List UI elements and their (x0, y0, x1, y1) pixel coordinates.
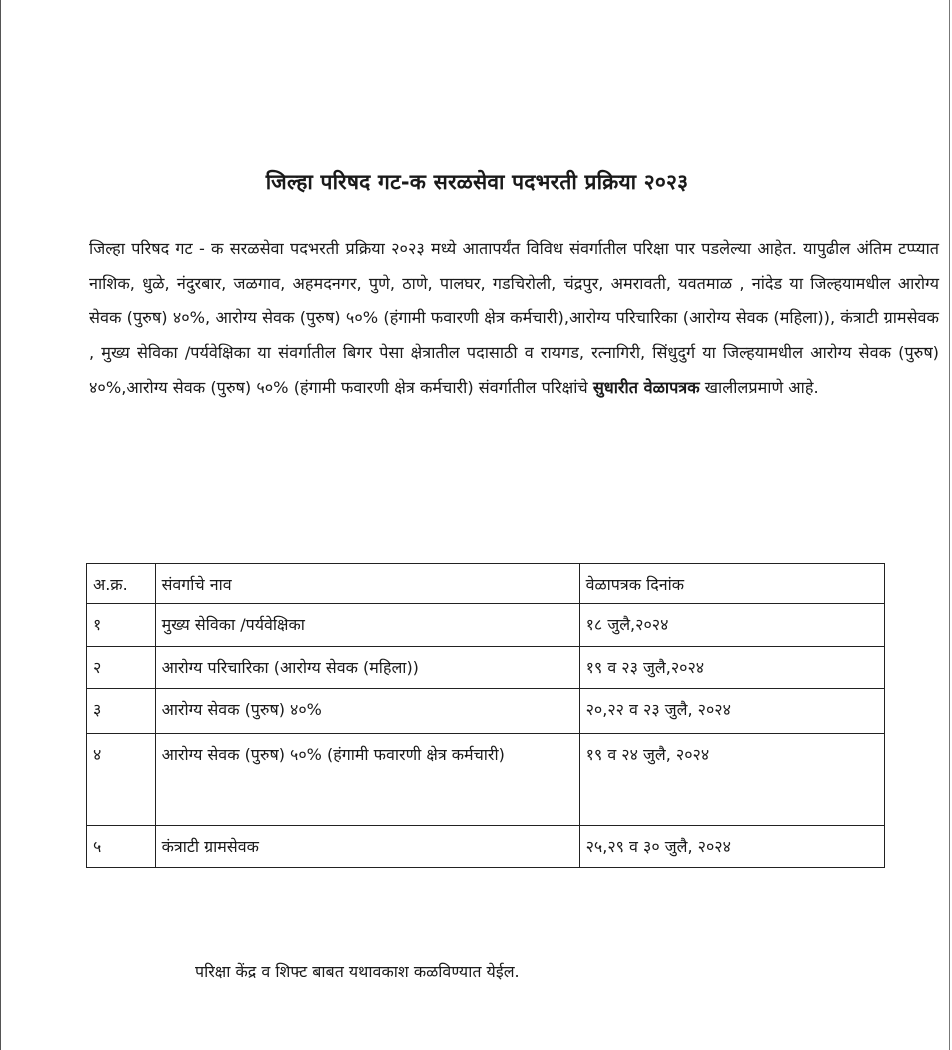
exam-schedule-table (86, 563, 885, 868)
footer-note: परिक्षा केंद्र व शिफ्ट बाबत यथावकाश कळविण्यात येईल. (195, 962, 520, 981)
cadre-name-cell: आरोग्य सेवक (पुरुष) ४०% (155, 689, 579, 734)
serial-number-cell: २ (87, 647, 156, 689)
schedule-date-cell: १८ जुलै,२०२४ (579, 604, 884, 647)
schedule-date-cell: १९ व २३ जुलै,२०२४ (579, 647, 884, 689)
table-row (87, 826, 885, 868)
paragraph-text-end: खालीलप्रमाणे आहे. (699, 377, 819, 397)
schedule-date-cell: २०,२२ व २३ जुलै, २०२४ (579, 689, 884, 734)
header-serial-number: अ.क्र. (87, 564, 156, 604)
table-header-row (87, 564, 885, 604)
header-cadre-name: संवर्गाचे नाव (155, 564, 579, 604)
cadre-name-cell: आरोग्य परिचारिका (आरोग्य सेवक (महिला)) (155, 647, 579, 689)
document-title: जिल्हा परिषद गट-क सरळसेवा पदभरती प्रक्रिया २०२३ (265, 170, 689, 194)
schedule-date-cell: १९ व २४ जुलै, २०२४ (579, 734, 884, 826)
schedule-date-cell: २५,२९ व ३० जुलै, २०२४ (579, 826, 884, 868)
paragraph-text: जिल्हा परिषद गट - क सरळसेवा पदभरती प्रक्रिया २०२३ मध्ये आतापर्यंत विविध संवर्गातील परिक्षा पार पडलेल्या आहेत. यापुढील अंतिम टप्प्यात नाशिक, धुळे, नंदुरबार, जळगाव, अहमदनगर, पुणे, ठाणे, पालघर, गडचिरोली, चंद्रपुर, अमरावती, यवतमाळ , नांदेड या जिल्हयामधील आरोग्य सेवक (पुरुष) ४०%, आरोग्य सेवक (पुरुष) ५०% (हंगामी फवारणी क्षेत्र कर्मचारी),आरोग्य परिचारिका (आरोग्य सेवक (महिला)), कंत्राटी ग्रामसेवक , मुख्य सेविका /पर्यवेक्षिका या संवर्गातील बिगर पेसा क्षेत्रातील पदासाठी व रायगड, रत्नागिरी, सिंधुदुर्ग या जिल्हयामधील आरोग्य सेवक (पुरुष) ४०%,आरोग्य सेवक (पुरुष) ५०% (हंगामी फवारणी क्षेत्र कर्मचारी) संवर्गातील परिक्षांचे (89, 239, 939, 397)
cadre-name-cell: कंत्राटी ग्रामसेवक (155, 826, 579, 868)
serial-number-cell: १ (87, 604, 156, 647)
notice-paragraph (89, 232, 939, 406)
table-row (87, 689, 885, 734)
serial-number-cell: ५ (87, 826, 156, 868)
cadre-name-cell: आरोग्य सेवक (पुरुष) ५०% (हंगामी फवारणी क्षेत्र कर्मचारी) (155, 734, 579, 826)
cadre-name-cell: मुख्य सेविका /पर्यवेक्षिका (155, 604, 579, 647)
serial-number-cell: ४ (87, 734, 156, 826)
paragraph-bold-text: सुधारीत वेळापत्रक (592, 377, 700, 397)
table-row (87, 647, 885, 689)
table-row (87, 604, 885, 647)
header-schedule-date: वेळापत्रक दिनांक (579, 564, 884, 604)
serial-number-cell: ३ (87, 689, 156, 734)
table-row (87, 734, 885, 826)
